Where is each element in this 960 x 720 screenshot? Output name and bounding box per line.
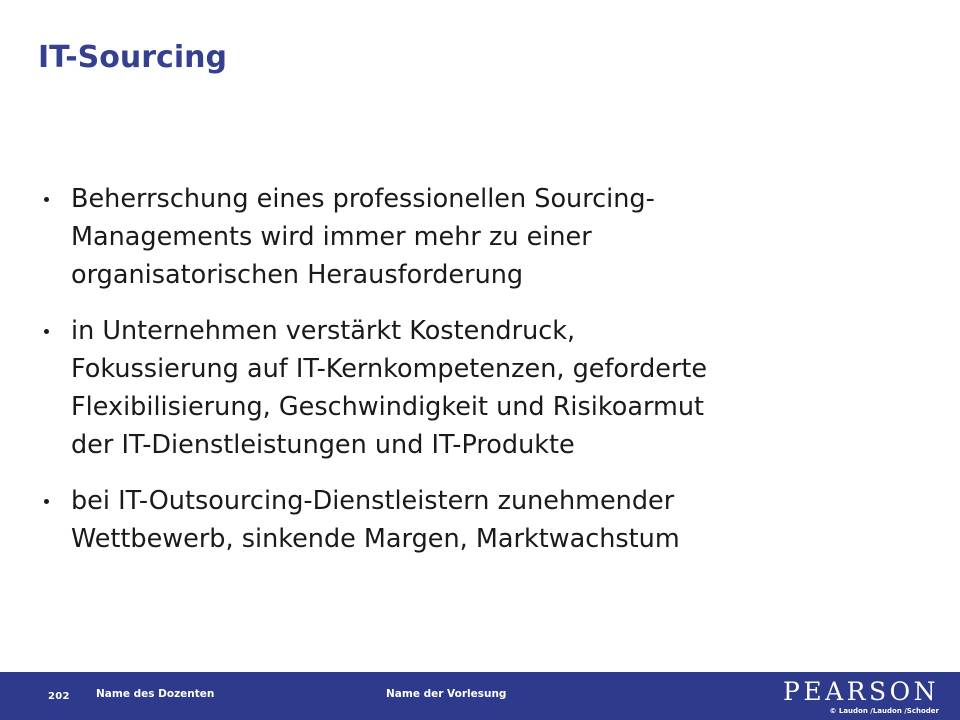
bullet-item xyxy=(44,312,924,464)
lecturer-name: Name des Dozenten xyxy=(96,688,215,700)
slide-title: IT-Sourcing xyxy=(38,40,227,75)
copyright-notice: © Laudon /Laudon /Schoder xyxy=(829,707,939,715)
footer-bar xyxy=(0,672,960,720)
pearson-logo: PEARSON xyxy=(783,677,939,706)
bullet-list xyxy=(44,180,924,576)
bullet-item xyxy=(44,482,924,558)
bullet-text: Beherrschung eines professionellen Sourcing- Managements wird immer mehr zu einer organisatorischen Herausforderung xyxy=(71,184,655,290)
course-name: Name der Vorlesung xyxy=(386,688,507,700)
bullet-dot-icon xyxy=(44,329,49,334)
bullet-text: in Unternehmen verstärkt Kostendruck, Fokussierung auf IT-Kernkompetenzen, geforderte Flexibilisierung, Geschwindigkeit und Risikoarmut der IT-Dienstleistungen und IT-Produkte xyxy=(71,316,708,460)
publisher-branding xyxy=(783,678,939,716)
bullet-dot-icon xyxy=(44,197,49,202)
bullet-dot-icon xyxy=(44,499,49,504)
bullet-text: bei IT-Outsourcing-Dienstleistern zunehmender Wettbewerb, sinkende Margen, Marktwachstum xyxy=(71,486,680,554)
page-number: 202 xyxy=(48,691,70,702)
bullet-item xyxy=(44,180,924,294)
